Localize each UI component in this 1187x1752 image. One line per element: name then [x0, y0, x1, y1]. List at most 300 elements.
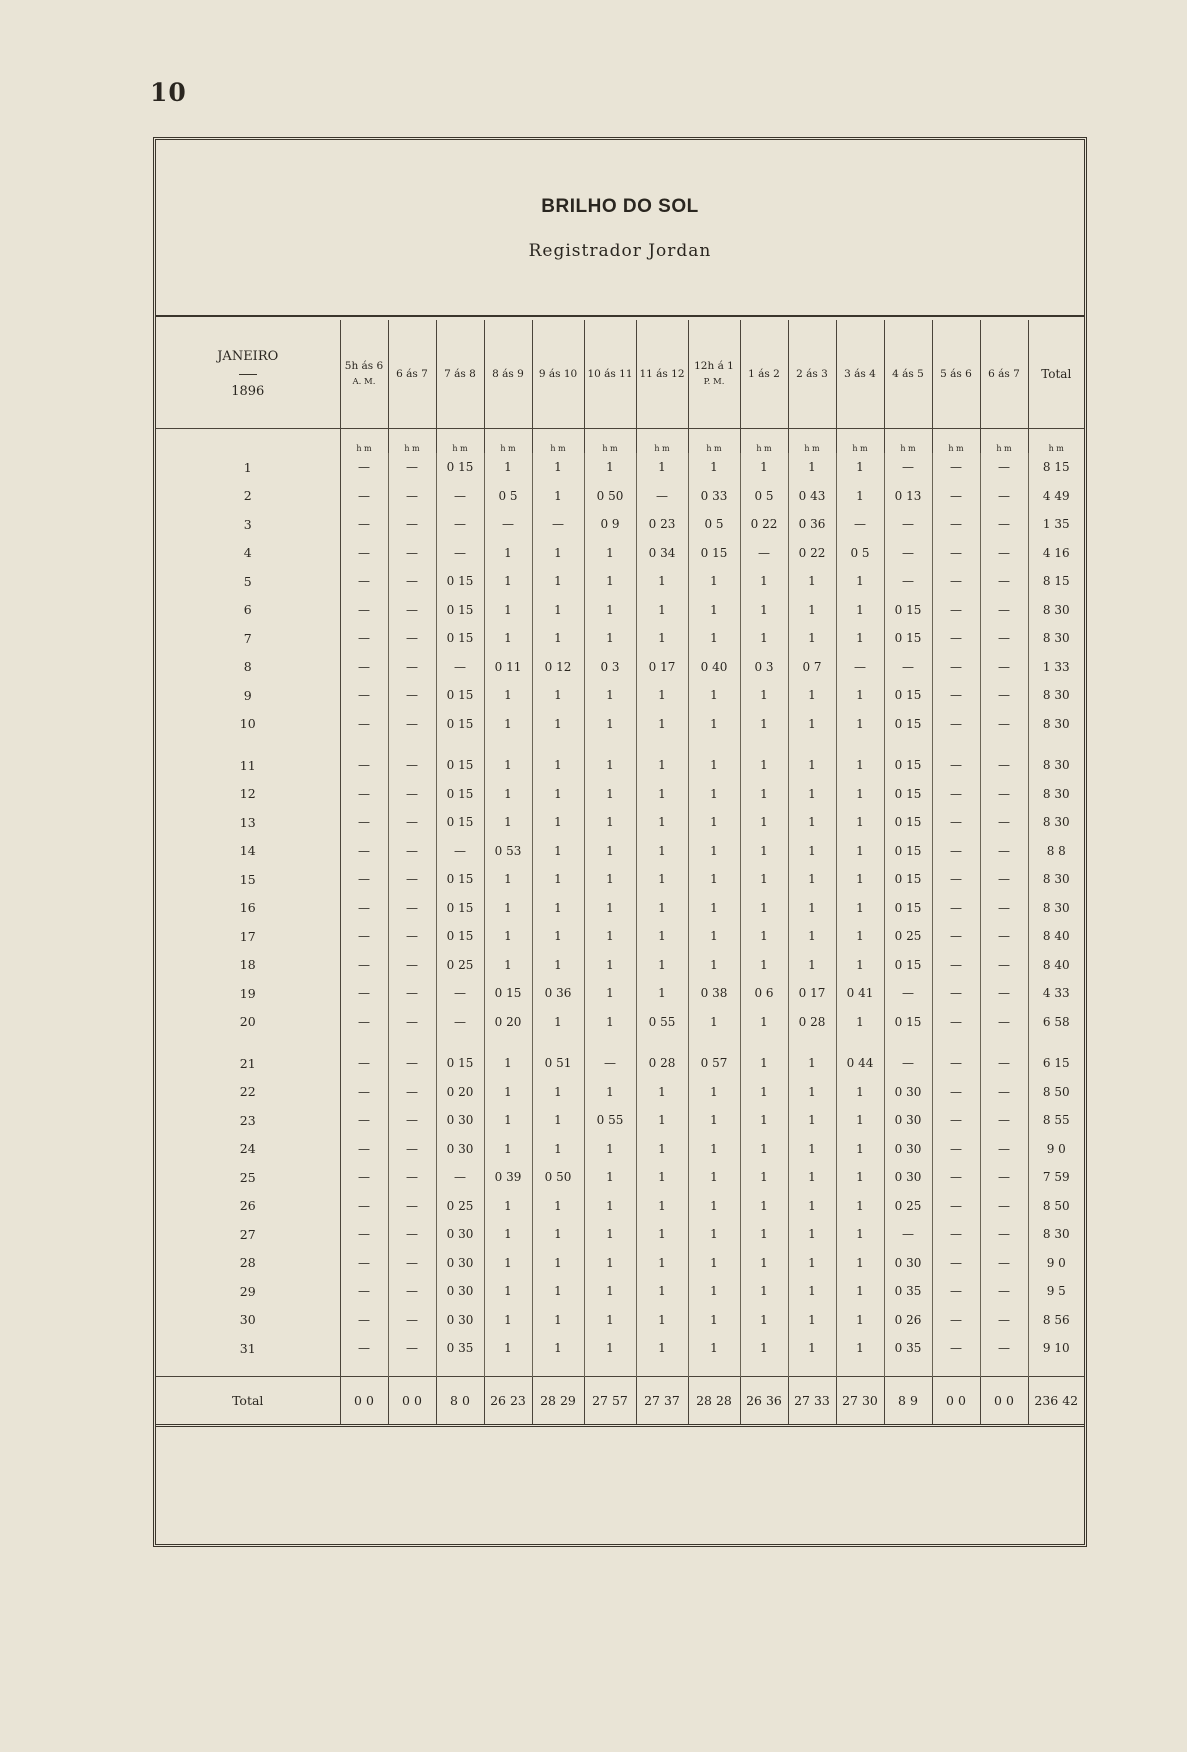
- duration-cell: 1: [584, 1192, 636, 1221]
- duration-cell: —: [484, 510, 532, 539]
- duration-cell: 0 20: [436, 1078, 484, 1107]
- duration-cell: 1: [636, 922, 688, 951]
- duration-cell: 1: [636, 681, 688, 710]
- duration-cell: —: [340, 837, 388, 866]
- duration-cell: —: [980, 482, 1028, 511]
- duration-cell: 1: [584, 751, 636, 780]
- duration-cell: 1: [636, 894, 688, 923]
- gap-cell: [340, 738, 388, 751]
- column-total-cell: 0 0: [340, 1376, 388, 1425]
- day-total-cell: 8 30: [1042, 872, 1070, 887]
- duration-cell: —: [340, 808, 388, 837]
- duration-cell: —: [340, 1106, 388, 1135]
- duration-cell: —: [980, 1334, 1028, 1363]
- table-row: [156, 653, 1084, 682]
- duration-cell: 1: [688, 1249, 740, 1278]
- gap-cell: [388, 738, 436, 751]
- duration-cell: 1: [740, 1249, 788, 1278]
- duration-cell: 1: [636, 624, 688, 653]
- duration-cell: 1: [484, 922, 532, 951]
- duration-cell: 1: [484, 951, 532, 980]
- sunshine-table: [156, 320, 1084, 1425]
- day-number: 1: [156, 453, 340, 482]
- hour-column-header: [932, 320, 980, 429]
- duration-cell: 1: [584, 780, 636, 809]
- duration-cell: 0 15: [436, 567, 484, 596]
- duration-cell: 0 36: [788, 510, 836, 539]
- table-row: [156, 979, 1084, 1008]
- duration-cell: —: [980, 837, 1028, 866]
- duration-cell: 0 30: [436, 1220, 484, 1249]
- duration-cell: 0 25: [436, 1192, 484, 1221]
- day-number: 16: [156, 894, 340, 923]
- duration-cell: —: [932, 979, 980, 1008]
- duration-cell: 0 15: [884, 751, 932, 780]
- duration-cell: —: [388, 751, 436, 780]
- gap-cell: [156, 738, 340, 751]
- duration-cell: 1: [584, 1220, 636, 1249]
- day-number: 27: [156, 1220, 340, 1249]
- duration-cell: —: [340, 624, 388, 653]
- duration-cell: 1: [688, 751, 740, 780]
- duration-cell: 1: [788, 922, 836, 951]
- gap-cell: [584, 1036, 636, 1049]
- duration-cell: 1: [788, 808, 836, 837]
- duration-cell: 1: [484, 894, 532, 923]
- gap-cell: [584, 738, 636, 751]
- duration-cell: 1: [636, 837, 688, 866]
- duration-cell: 1: [740, 567, 788, 596]
- hour-column-period: A. M.: [352, 376, 376, 387]
- duration-cell: 1: [484, 1306, 532, 1335]
- duration-cell: 1: [836, 1192, 884, 1221]
- gap-cell: [836, 738, 884, 751]
- day-total-cell: 8 30: [1042, 1227, 1070, 1242]
- duration-cell: —: [388, 1277, 436, 1306]
- duration-cell: 0 43: [788, 482, 836, 511]
- duration-cell: —: [340, 681, 388, 710]
- duration-cell: —: [980, 1163, 1028, 1192]
- duration-cell: —: [980, 808, 1028, 837]
- table-row: [156, 596, 1084, 625]
- gap-cell: [636, 1363, 688, 1377]
- duration-cell: 0 6: [740, 979, 788, 1008]
- duration-cell: 0 15: [436, 780, 484, 809]
- duration-cell: 1: [740, 894, 788, 923]
- duration-cell: —: [932, 1334, 980, 1363]
- day-number: 26: [156, 1192, 340, 1221]
- duration-cell: 1: [836, 1135, 884, 1164]
- duration-cell: —: [884, 979, 932, 1008]
- hour-column-header: [836, 320, 884, 429]
- day-total-cell: 8 50: [1042, 1198, 1070, 1213]
- duration-cell: 0 30: [884, 1135, 932, 1164]
- gap-cell: [636, 1036, 688, 1049]
- duration-cell: —: [932, 865, 980, 894]
- group-gap: [156, 1036, 1084, 1049]
- duration-cell: 1: [740, 1334, 788, 1363]
- duration-cell: 1: [484, 710, 532, 739]
- duration-cell: 1: [788, 1163, 836, 1192]
- column-total-cell: 26 36: [740, 1376, 788, 1425]
- duration-cell: 0 55: [584, 1106, 636, 1135]
- column-total-cell: 26 23: [484, 1376, 532, 1425]
- hour-column-header: [884, 320, 932, 429]
- duration-cell: 1: [788, 1277, 836, 1306]
- duration-cell: 1: [532, 1249, 584, 1278]
- duration-cell: —: [980, 865, 1028, 894]
- duration-cell: 1: [836, 808, 884, 837]
- duration-cell: —: [932, 1220, 980, 1249]
- duration-cell: 1: [688, 808, 740, 837]
- day-total-cell: 9 0: [1046, 1255, 1066, 1270]
- duration-cell: —: [980, 453, 1028, 482]
- duration-cell: 1: [484, 1078, 532, 1107]
- duration-cell: 1: [688, 951, 740, 980]
- table-row: [156, 510, 1084, 539]
- day-total-cell: 8 55: [1042, 1113, 1070, 1128]
- duration-cell: 1: [688, 837, 740, 866]
- duration-cell: 1: [484, 596, 532, 625]
- column-total-cell: 27 30: [836, 1376, 884, 1425]
- totals-row: [156, 1376, 1084, 1425]
- day-total-cell: 8 56: [1042, 1312, 1070, 1327]
- duration-cell: —: [340, 1334, 388, 1363]
- column-total-cell: 8 0: [436, 1376, 484, 1425]
- duration-cell: —: [932, 922, 980, 951]
- duration-cell: —: [340, 979, 388, 1008]
- gap-cell: [884, 738, 932, 751]
- column-total-cell: 8 9: [884, 1376, 932, 1425]
- duration-cell: 1: [484, 1106, 532, 1135]
- duration-cell: —: [388, 710, 436, 739]
- duration-cell: —: [436, 539, 484, 568]
- gap-cell: [836, 1036, 884, 1049]
- duration-cell: —: [388, 865, 436, 894]
- hour-column-header: [484, 320, 532, 429]
- duration-cell: 1: [532, 1192, 584, 1221]
- day-total-cell: 4 16: [1042, 545, 1070, 560]
- duration-cell: 1: [740, 1008, 788, 1037]
- duration-cell: 1: [484, 1135, 532, 1164]
- gap-cell: [932, 1363, 980, 1377]
- duration-cell: 1: [584, 681, 636, 710]
- units-spacer: [156, 429, 340, 454]
- duration-cell: 0 15: [436, 453, 484, 482]
- column-total-cell: 0 0: [388, 1376, 436, 1425]
- duration-cell: —: [340, 453, 388, 482]
- duration-cell: 1: [788, 453, 836, 482]
- duration-cell: 1: [788, 751, 836, 780]
- gap-cell: [636, 738, 688, 751]
- hour-column-label: 8 ás 9: [492, 367, 524, 380]
- table-row: [156, 567, 1084, 596]
- duration-cell: 0 15: [436, 1049, 484, 1078]
- duration-cell: —: [932, 453, 980, 482]
- duration-cell: —: [980, 539, 1028, 568]
- duration-cell: 1: [688, 1163, 740, 1192]
- day-number: 13: [156, 808, 340, 837]
- duration-cell: —: [388, 624, 436, 653]
- duration-cell: —: [436, 1008, 484, 1037]
- duration-cell: 1: [636, 1163, 688, 1192]
- duration-cell: 1: [532, 1334, 584, 1363]
- duration-cell: 1: [788, 1306, 836, 1335]
- gap-cell: [532, 1363, 584, 1377]
- duration-cell: 1: [688, 894, 740, 923]
- header-row: [156, 320, 1084, 429]
- duration-cell: —: [884, 510, 932, 539]
- duration-cell: —: [980, 510, 1028, 539]
- duration-cell: 1: [836, 751, 884, 780]
- duration-cell: —: [388, 1078, 436, 1107]
- duration-cell: 0 3: [584, 653, 636, 682]
- duration-cell: —: [388, 681, 436, 710]
- gap-cell: [436, 1363, 484, 1377]
- duration-cell: 1: [584, 1334, 636, 1363]
- duration-cell: 1: [636, 780, 688, 809]
- gap-cell: [388, 1036, 436, 1049]
- table-row: [156, 624, 1084, 653]
- day-total-cell: 8 30: [1042, 716, 1070, 731]
- totals-label: Total: [156, 1376, 340, 1425]
- day-total-cell: 8 30: [1042, 900, 1070, 915]
- day-number: 3: [156, 510, 340, 539]
- duration-cell: —: [836, 653, 884, 682]
- duration-cell: —: [388, 1220, 436, 1249]
- day-number: 7: [156, 624, 340, 653]
- hour-column-header: [388, 320, 436, 429]
- duration-cell: 1: [636, 1249, 688, 1278]
- duration-cell: 0 40: [688, 653, 740, 682]
- table-row: [156, 1135, 1084, 1164]
- table-row: [156, 1249, 1084, 1278]
- duration-cell: —: [340, 539, 388, 568]
- duration-cell: 1: [636, 1220, 688, 1249]
- duration-cell: —: [388, 482, 436, 511]
- duration-cell: 1: [636, 596, 688, 625]
- duration-cell: 1: [836, 865, 884, 894]
- duration-cell: 1: [484, 780, 532, 809]
- day-number: 18: [156, 951, 340, 980]
- duration-cell: 1: [484, 681, 532, 710]
- duration-cell: 1: [836, 1306, 884, 1335]
- duration-cell: —: [340, 922, 388, 951]
- hour-column-label: 9 ás 10: [538, 367, 578, 380]
- duration-cell: 1: [836, 710, 884, 739]
- hour-column-header: [740, 320, 788, 429]
- day-number: 6: [156, 596, 340, 625]
- duration-cell: 1: [688, 922, 740, 951]
- duration-cell: 1: [836, 1220, 884, 1249]
- duration-cell: 1: [484, 808, 532, 837]
- hour-column-label: 10 ás 11: [587, 367, 633, 380]
- duration-cell: —: [388, 808, 436, 837]
- duration-cell: —: [636, 482, 688, 511]
- day-total-cell: 8 50: [1042, 1084, 1070, 1099]
- duration-cell: 1: [788, 1135, 836, 1164]
- duration-cell: 1: [584, 1008, 636, 1037]
- duration-cell: —: [436, 653, 484, 682]
- duration-cell: 1: [584, 596, 636, 625]
- day-total-cell: 8 30: [1042, 758, 1070, 773]
- duration-cell: 0 33: [688, 482, 740, 511]
- hour-column-header: [788, 320, 836, 429]
- table-row: [156, 1106, 1084, 1135]
- gap-cell: [932, 1036, 980, 1049]
- duration-cell: 0 26: [884, 1306, 932, 1335]
- gap-cell: [156, 1363, 340, 1377]
- gap-cell: [532, 738, 584, 751]
- gap-cell: [688, 1036, 740, 1049]
- day-total-cell: 6 58: [1042, 1014, 1070, 1029]
- duration-cell: —: [340, 510, 388, 539]
- duration-cell: 1: [584, 951, 636, 980]
- hour-column-header: [340, 320, 388, 429]
- duration-cell: —: [980, 1277, 1028, 1306]
- duration-cell: 0 11: [484, 653, 532, 682]
- unit-label: h m: [388, 429, 436, 454]
- group-gap: [156, 738, 1084, 751]
- gap-cell: [156, 1036, 340, 1049]
- duration-cell: 0 15: [436, 710, 484, 739]
- duration-cell: 1: [636, 951, 688, 980]
- duration-cell: 1: [836, 1277, 884, 1306]
- duration-cell: 0 15: [884, 1008, 932, 1037]
- duration-cell: —: [340, 894, 388, 923]
- gap-cell: [388, 1363, 436, 1377]
- day-total-cell: 8 30: [1042, 688, 1070, 703]
- duration-cell: 0 30: [884, 1249, 932, 1278]
- gap-cell: [584, 1363, 636, 1377]
- duration-cell: 1: [584, 922, 636, 951]
- duration-cell: 1: [532, 837, 584, 866]
- duration-cell: 0 15: [484, 979, 532, 1008]
- duration-cell: 1: [484, 624, 532, 653]
- duration-cell: 0 30: [436, 1277, 484, 1306]
- duration-cell: —: [340, 710, 388, 739]
- duration-cell: 0 15: [436, 808, 484, 837]
- duration-cell: 1: [636, 567, 688, 596]
- duration-cell: 1: [740, 1192, 788, 1221]
- duration-cell: —: [980, 1249, 1028, 1278]
- day-total-cell: 8 40: [1042, 957, 1070, 972]
- table-row: [156, 837, 1084, 866]
- duration-cell: —: [932, 894, 980, 923]
- column-total-cell: 0 0: [980, 1376, 1028, 1425]
- duration-cell: 0 53: [484, 837, 532, 866]
- duration-cell: 1: [836, 1249, 884, 1278]
- duration-cell: 1: [740, 951, 788, 980]
- day-number: 17: [156, 922, 340, 951]
- hour-column-label: 12h á 1: [694, 360, 734, 373]
- duration-cell: 1: [688, 865, 740, 894]
- duration-cell: —: [932, 1306, 980, 1335]
- duration-cell: 1: [836, 453, 884, 482]
- duration-cell: 0 17: [788, 979, 836, 1008]
- day-total-cell: 8 15: [1042, 574, 1070, 589]
- duration-cell: —: [932, 837, 980, 866]
- duration-cell: —: [436, 482, 484, 511]
- duration-cell: —: [980, 1106, 1028, 1135]
- hour-column-header: [980, 320, 1028, 429]
- duration-cell: 1: [836, 596, 884, 625]
- duration-cell: 1: [740, 596, 788, 625]
- unit-label: h m: [532, 429, 584, 454]
- duration-cell: 1: [788, 894, 836, 923]
- unit-label: h m: [788, 429, 836, 454]
- duration-cell: 1: [688, 1078, 740, 1107]
- duration-cell: —: [980, 710, 1028, 739]
- duration-cell: 1: [484, 1049, 532, 1078]
- duration-cell: 1: [584, 1277, 636, 1306]
- duration-cell: 0 17: [636, 653, 688, 682]
- duration-cell: 1: [532, 624, 584, 653]
- table-body: [156, 453, 1084, 1425]
- duration-cell: 1: [836, 837, 884, 866]
- unit-label: h m: [836, 429, 884, 454]
- duration-cell: 1: [788, 681, 836, 710]
- day-number: 29: [156, 1277, 340, 1306]
- duration-cell: 1: [788, 596, 836, 625]
- duration-cell: 1: [484, 1334, 532, 1363]
- total-column-header: Total: [1041, 366, 1072, 381]
- duration-cell: 1: [688, 780, 740, 809]
- table-row: [156, 808, 1084, 837]
- group-gap: [156, 1363, 1084, 1377]
- duration-cell: 1: [836, 482, 884, 511]
- duration-cell: 1: [636, 808, 688, 837]
- column-total-cell: 27 37: [636, 1376, 688, 1425]
- duration-cell: 1: [740, 681, 788, 710]
- gap-cell: [884, 1363, 932, 1377]
- duration-cell: 1: [788, 1078, 836, 1107]
- duration-cell: 1: [836, 624, 884, 653]
- duration-cell: 0 5: [836, 539, 884, 568]
- duration-cell: 0 15: [884, 951, 932, 980]
- duration-cell: 1: [740, 1220, 788, 1249]
- hour-column-label: 5 ás 6: [940, 367, 972, 380]
- duration-cell: 1: [688, 681, 740, 710]
- month-label: JANEIRO: [217, 348, 279, 364]
- duration-cell: 1: [688, 1220, 740, 1249]
- duration-cell: 0 34: [636, 539, 688, 568]
- column-total-cell: 28 28: [688, 1376, 740, 1425]
- duration-cell: 1: [836, 567, 884, 596]
- duration-cell: 1: [836, 951, 884, 980]
- duration-cell: 1: [584, 1078, 636, 1107]
- duration-cell: 1: [532, 865, 584, 894]
- day-total-cell: 8 30: [1042, 815, 1070, 830]
- duration-cell: 1: [788, 1334, 836, 1363]
- duration-cell: 1: [688, 1106, 740, 1135]
- duration-cell: 1: [584, 894, 636, 923]
- gap-cell: [1028, 1036, 1084, 1049]
- duration-cell: —: [340, 596, 388, 625]
- duration-cell: —: [932, 653, 980, 682]
- duration-cell: 1: [740, 1135, 788, 1164]
- duration-cell: —: [980, 1135, 1028, 1164]
- duration-cell: —: [340, 482, 388, 511]
- duration-cell: —: [340, 1220, 388, 1249]
- duration-cell: 0 15: [884, 624, 932, 653]
- duration-cell: —: [980, 780, 1028, 809]
- duration-cell: —: [340, 1049, 388, 1078]
- column-total-cell: 28 29: [532, 1376, 584, 1425]
- gap-cell: [740, 738, 788, 751]
- duration-cell: —: [932, 596, 980, 625]
- duration-cell: 1: [740, 1106, 788, 1135]
